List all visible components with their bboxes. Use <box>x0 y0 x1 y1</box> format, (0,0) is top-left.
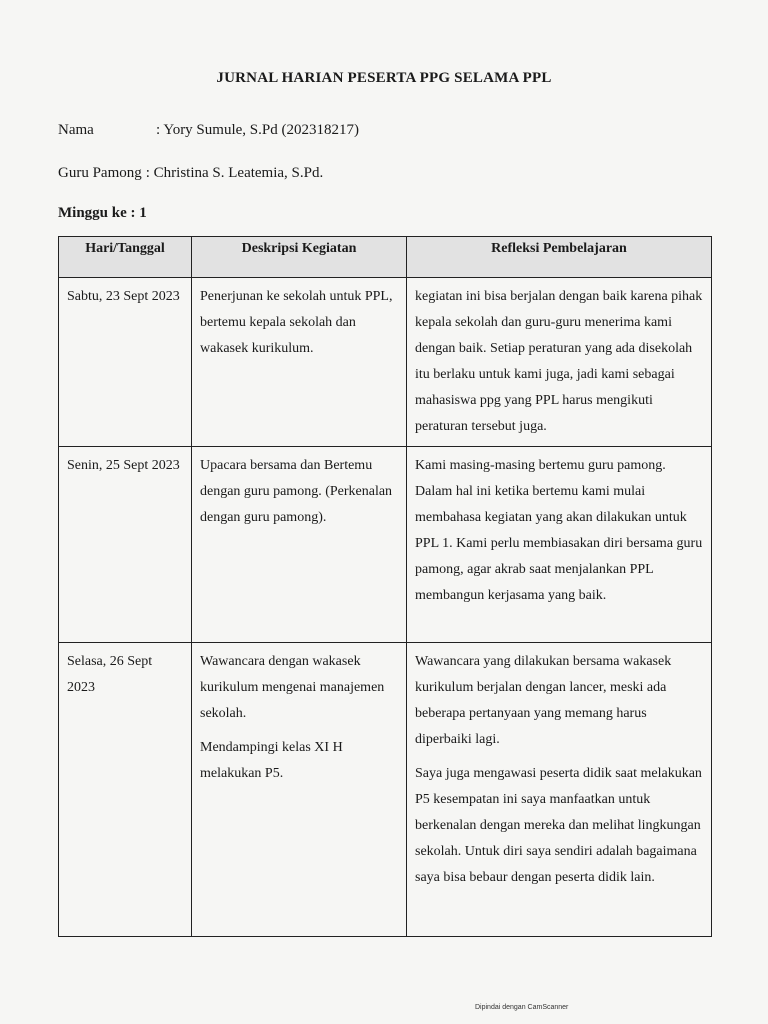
table-row <box>59 447 712 643</box>
guru-pamong-value: : Christina S. Leatemia, S.Pd. <box>145 165 324 181</box>
minggu-label: Minggu ke : 1 <box>58 205 147 221</box>
document-title: JURNAL HARIAN PESERTA PPG SELAMA PPL <box>216 70 552 86</box>
table-row <box>59 278 712 447</box>
guru-pamong-line <box>58 165 323 182</box>
deskripsi-text: Mendampingi kelas XI H melakukan P5. <box>200 740 343 781</box>
refleksi-text: Wawancara yang dilakukan bersama wakasek kurikulum berjalan dengan lancer, meski ada beberapa pertanyaan yang memang harus diperbaiki lagi. <box>415 654 672 747</box>
header-hari-tanggal: Hari/Tanggal <box>59 237 192 278</box>
table-row <box>59 643 712 937</box>
deskripsi-cell <box>192 643 407 937</box>
journal-table <box>58 236 712 937</box>
deskripsi-text: Penerjunan ke sekolah untuk PPL, bertemu kepala sekolah dan wakasek kurikulum. <box>200 289 393 356</box>
header-refleksi-pembelajaran: Refleksi Pembelajaran <box>407 237 712 278</box>
date-cell: Senin, 25 Sept 2023 <box>59 447 192 643</box>
deskripsi-text: Wawancara dengan wakasek kurikulum mengenai manajemen sekolah. <box>200 654 385 721</box>
header-deskripsi-kegiatan: Deskripsi Kegiatan <box>192 237 407 278</box>
deskripsi-cell <box>192 447 407 643</box>
date-cell: Sabtu, 23 Sept 2023 <box>59 278 192 447</box>
nama-label: Nama <box>58 122 94 138</box>
refleksi-text: kegiatan ini bisa berjalan dengan baik karena pihak kepala sekolah dan guru-guru menerima kami dengan baik. Setiap peraturan yang ada disekolah itu berlaku untuk kami juga, jadi kami sebagai mahasiswa ppg yang PPL harus mengikuti peraturan tersebut juga. <box>415 289 703 434</box>
table-header-row <box>59 237 712 278</box>
deskripsi-cell <box>192 278 407 447</box>
refleksi-cell <box>407 447 712 643</box>
nama-line <box>58 122 359 139</box>
refleksi-text: Kami masing-masing bertemu guru pamong. Dalam hal ini ketika bertemu kami mulai membahasa kegiatan yang akan dilakukan untuk PPL 1. Kami perlu membiasakan diri bersama guru pamong, agar akrab saat menjalankan PPL membangun kerjasama yang baik. <box>415 458 703 603</box>
refleksi-cell <box>407 643 712 937</box>
guru-pamong-label: Guru Pamong <box>58 165 142 181</box>
date-cell: Selasa, 26 Sept 2023 <box>59 643 192 937</box>
scanner-watermark: Dipindai dengan CamScanner <box>475 1004 569 1011</box>
refleksi-text: Saya juga mengawasi peserta didik saat melakukan P5 kesempatan ini saya manfaatkan untuk berkenalan dengan mereka dan melihat lingkungan sekolah. Untuk diri saya sendiri adalah bagaimana saya bisa bebaur dengan peserta didik lain. <box>415 766 702 885</box>
nama-value: : Yory Sumule, S.Pd (202318217) <box>156 122 359 138</box>
refleksi-cell <box>407 278 712 447</box>
deskripsi-text: Upacara bersama dan Bertemu dengan guru pamong. (Perkenalan dengan guru pamong). <box>200 458 393 525</box>
